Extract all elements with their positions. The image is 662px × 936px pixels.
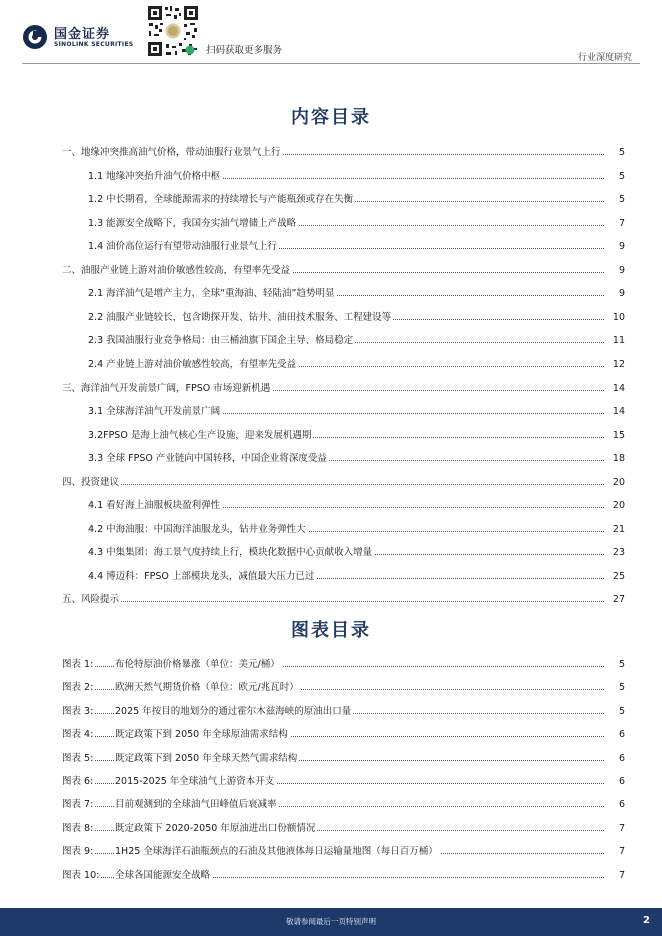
contents-row[interactable] <box>0 546 662 560</box>
logo-text-en: SINOLINK SECURITIES <box>54 41 134 48</box>
figures-page-number: 6 <box>618 776 625 787</box>
contents-title: 三、海洋油气开发前景广阔，FPSO 市场迎新机遇 <box>62 382 271 394</box>
figures-title: 2015-2025 年全球油气上游资本开支 <box>115 776 275 787</box>
figures-page-number: 6 <box>618 799 625 811</box>
contents-page-number: 18 <box>612 453 625 465</box>
figures-row[interactable] <box>0 869 662 883</box>
contents-row[interactable] <box>0 452 662 466</box>
figures-page-number: 6 <box>618 752 625 764</box>
contents-title: 2.3 我国油服行业竞争格局：由三桶油旗下国企主导、格局稳定 <box>88 335 354 347</box>
contents-row[interactable] <box>0 264 662 278</box>
contents-page-number: 12 <box>612 358 625 370</box>
figures-label: 图表 5: <box>62 752 94 764</box>
figures-title: 既定政策下 2020-2050 年原油进出口份额情况 <box>115 822 316 834</box>
figures-row[interactable] <box>0 775 662 789</box>
contents-row[interactable] <box>0 382 662 396</box>
contents-page-number: 10 <box>612 311 625 323</box>
contents-title: 1.2 中长期看，全球能源需求的持续增长与产能瓶颈或存在失衡 <box>88 194 354 206</box>
footer-disclaimer: 敬请参阅最后一页特别声明 <box>286 917 376 926</box>
contents-dot-leader <box>64 484 604 485</box>
figures-row[interactable] <box>0 845 662 859</box>
figures-title: 1H25 全球海洋石油瓶颈点的石油及其他液体每日运输量地图（每日百万桶） <box>115 846 438 858</box>
contents-row[interactable] <box>0 405 662 419</box>
figures-label: 图表 1: <box>62 659 94 670</box>
contents-page-number: 14 <box>612 382 625 394</box>
page-header <box>0 0 662 64</box>
figures-row[interactable] <box>0 798 662 812</box>
contents-row[interactable] <box>0 311 662 325</box>
figures-page-number: 5 <box>618 682 625 694</box>
figures-title: 欧洲天然气期货价格（单位：欧元/兆瓦时） <box>115 682 299 694</box>
figures-page-number: 5 <box>618 705 625 717</box>
contents-row[interactable] <box>0 358 662 372</box>
figures-label: 图表 7: <box>62 799 94 811</box>
contents-row[interactable] <box>0 334 662 348</box>
contents-title: 4.3 中集集团：海工景气度持续上行，模块化数据中心贡献收入增量 <box>88 547 373 559</box>
contents-title: 3.2FPSO 是海上油气核心生产设施，迎来发展机遇期 <box>88 429 312 441</box>
figures-label: 图表 9: <box>62 846 94 858</box>
contents-title: 4.2 中海油服：中国海洋油服龙头，钻井业务弹性大 <box>88 523 306 535</box>
contents-page-number: 20 <box>612 500 625 512</box>
contents-page-number: 27 <box>612 594 625 606</box>
contents-title: 二、油服产业链上游对油价敏感性较高，有望率先受益 <box>62 264 291 276</box>
contents-title: 五、风险提示 <box>62 594 120 606</box>
figures-title: 既定政策下到 2050 年全球天然气需求结构 <box>115 752 298 764</box>
contents-page-number: 25 <box>612 570 625 582</box>
contents-title: 1.3 能源安全战略下，我国夯实油气增储上产战略 <box>88 217 297 229</box>
qr-code-icon[interactable] <box>146 4 200 58</box>
figures-page-number: 7 <box>618 846 625 858</box>
page-number: 2 <box>643 915 650 926</box>
figures-page-number: 6 <box>618 729 625 741</box>
figures-label: 图表 2: <box>62 682 94 694</box>
figures-page-number: 7 <box>618 822 625 834</box>
figures-row[interactable] <box>0 681 662 695</box>
figures-page-number: 7 <box>618 869 625 881</box>
contents-title: 3.3 全球 FPSO 产业链向中国转移，中国企业将深度受益 <box>88 453 327 465</box>
contents-page-number: 5 <box>618 147 625 158</box>
figures-title: 既定政策下到 2050 年全球原油需求结构 <box>115 729 288 741</box>
contents-title: 四、投资建议 <box>62 476 120 488</box>
contents-page-number: 15 <box>612 429 625 441</box>
header-divider <box>22 63 640 64</box>
contents-row[interactable] <box>0 570 662 584</box>
contents-page-number: 9 <box>618 264 625 276</box>
contents-page-number: 7 <box>618 217 625 229</box>
figures-label: 图表 4: <box>62 729 94 741</box>
contents-row[interactable] <box>0 146 662 160</box>
contents-title: 2.1 海洋油气是增产主力，全球“重海油、轻陆油”趋势明显 <box>88 288 335 300</box>
figures-title: 图表目录 <box>291 620 371 641</box>
company-logo <box>22 22 142 54</box>
contents-page-number: 5 <box>618 194 625 206</box>
contents-title: 1.4 油价高位运行有望带动油服行业景气上行 <box>88 241 278 253</box>
figures-row[interactable] <box>0 658 662 672</box>
contents-row[interactable] <box>0 240 662 254</box>
contents-title: 4.4 博迈科：FPSO 上部模块龙头，减值最大压力已过 <box>88 570 315 582</box>
contents-page-number: 9 <box>618 288 625 300</box>
contents-title: 2.4 产业链上游对油价敏感性较高，有望率先受益 <box>88 358 297 370</box>
contents-title: 一、地缘冲突推高油气价格，带动油服行业景气上行 <box>62 147 281 158</box>
figures-label: 图表 10: <box>62 869 100 881</box>
contents-row[interactable] <box>0 499 662 513</box>
figures-row[interactable] <box>0 752 662 766</box>
qr-caption: 扫码获取更多服务 <box>206 45 283 56</box>
contents-row[interactable] <box>0 170 662 184</box>
contents-page-number: 21 <box>612 523 625 535</box>
figures-title: 2025 年按目的地划分的通过霍尔木兹海峡的原油出口量 <box>115 705 352 717</box>
contents-title: 内容目录 <box>291 107 371 128</box>
contents-page-number: 20 <box>612 476 625 488</box>
contents-row[interactable] <box>0 593 662 607</box>
figures-label: 图表 8: <box>62 822 94 834</box>
contents-row[interactable] <box>0 287 662 301</box>
figures-page-number: 5 <box>618 659 625 670</box>
logo-text-cn: 国金证券 <box>54 27 111 42</box>
contents-row[interactable] <box>0 217 662 231</box>
contents-page-number: 14 <box>612 406 625 418</box>
contents-page-number: 5 <box>618 170 625 182</box>
contents-page-number: 23 <box>612 547 625 559</box>
contents-row[interactable] <box>0 429 662 443</box>
contents-dot-leader <box>64 601 604 602</box>
contents-page-number: 11 <box>612 335 625 347</box>
figures-title: 全球各国能源安全战略 <box>115 869 211 881</box>
page-footer <box>0 908 662 936</box>
contents-title: 4.1 看好海上油服板块盈利弹性 <box>88 500 221 512</box>
sinolink-logo-icon <box>22 24 48 50</box>
contents-title: 3.1 全球海洋油气开发前景广阔 <box>88 406 221 418</box>
contents-row[interactable] <box>0 476 662 490</box>
contents-page-number: 9 <box>618 241 625 253</box>
figures-title: 目前观测到的全球油气田峰值后衰减率 <box>115 799 277 811</box>
figures-label: 图表 6: <box>62 776 94 787</box>
contents-title: 1.1 地缘冲突抬升油气价格中枢 <box>88 170 221 182</box>
contents-row[interactable] <box>0 523 662 537</box>
contents-row[interactable] <box>0 193 662 207</box>
figures-row[interactable] <box>0 822 662 836</box>
figures-row[interactable] <box>0 728 662 742</box>
contents-title: 2.2 油服产业链较长，包含勘探开发、钻井、油田技术服务、工程建设等 <box>88 311 392 323</box>
figures-label: 图表 3: <box>62 705 94 717</box>
report-type-label: 行业深度研究 <box>577 53 632 63</box>
figures-title: 布伦特原油价格暴涨（单位：美元/桶） <box>115 659 280 670</box>
figures-row[interactable] <box>0 705 662 719</box>
